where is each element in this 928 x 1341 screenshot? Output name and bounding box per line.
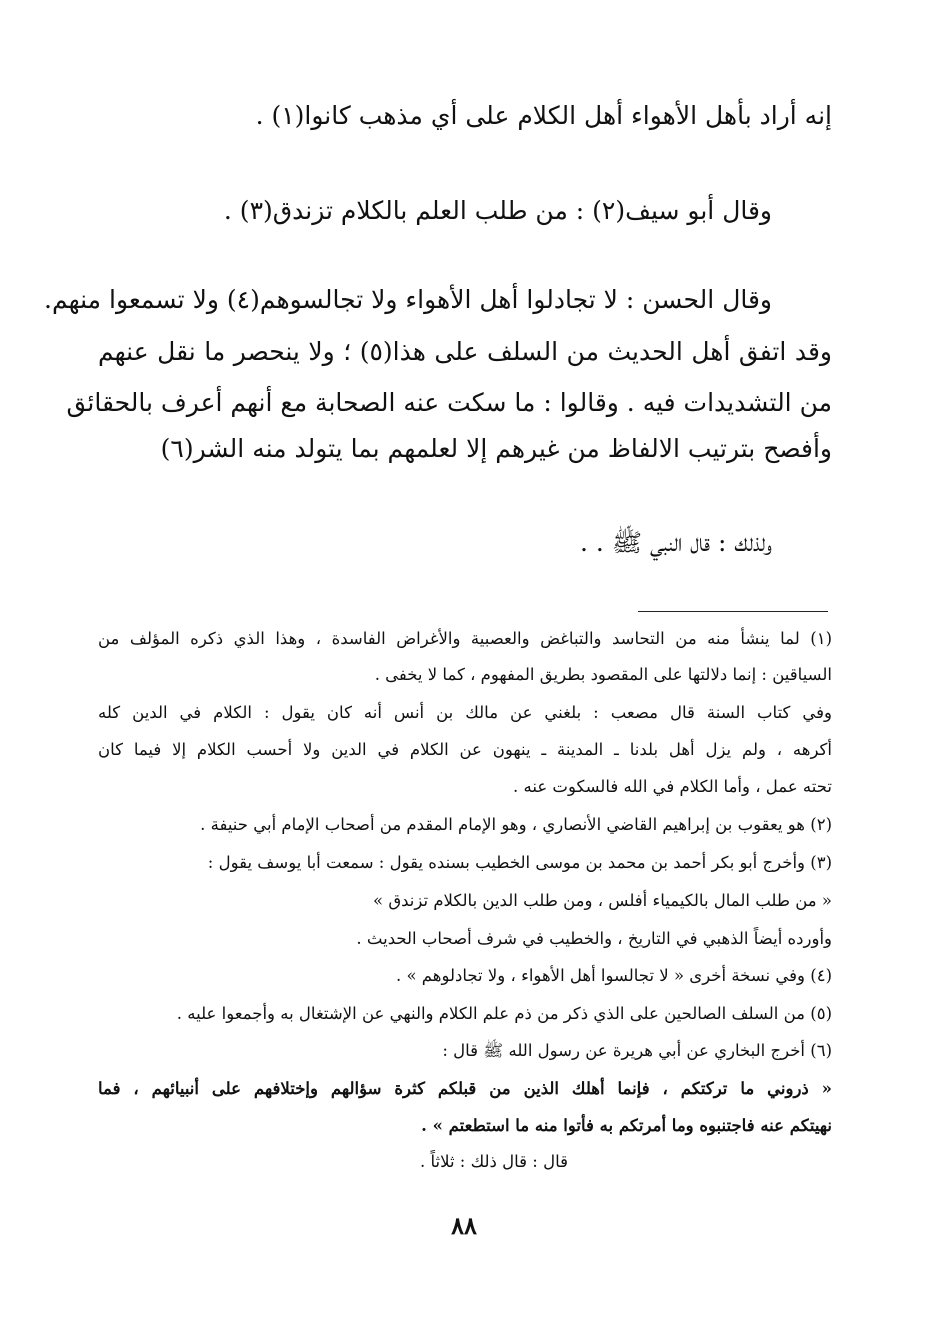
main-paragraph-3-line-2: وقد اتفق أهل الحديث من السلف على هذا(٥) ؛ ولا ينحصر ما نقل عنهم — [98, 337, 832, 366]
footnote-3-line-2: « من طلب المال بالكيمياء أفلس ، ومن طلب الدين بالكلام تزندق » — [373, 891, 832, 910]
main-paragraph-3-line-3: من التشديدات فيه . وقالوا : ما سكت عنه الصحابة مع أنهم أعرف بالحقائق — [66, 388, 832, 417]
footnote-6-line-1: (٦) أخرج البخاري عن أبي هريرة عن رسول الله ﷺ قال : — [442, 1041, 832, 1060]
footnote-3-line-3: وأورده أيضاً الذهبي في التاريخ ، والخطيب في شرف أصحاب الحديث . — [356, 929, 832, 948]
footnote-3-line-1: (٣) وأخرج أبو بكر أحمد بن محمد بن موسى الخطيب بسنده يقول : سمعت أبا يوسف يقول : — [207, 853, 832, 872]
main-paragraph-3-line-4: وأفصح بترتيب الالفاظ من غيرهم إلا لعلمهم بما يتولد منه الشر(٦) — [160, 434, 832, 463]
footnote-separator — [638, 611, 828, 612]
main-paragraph-2-line-1: وقال أبو سيف(٢) : من طلب العلم بالكلام تزندق(٣) . — [223, 196, 772, 225]
footnote-6-line-2: « ذروني ما تركتكم ، فإنما أهلك الذين من قبلكم كثرة سؤالهم وإختلافهم على أنبيائهم ، فما — [98, 1079, 832, 1098]
footnote-2-line-1: (٢) هو يعقوب بن إبراهيم القاضي الأنصاري ، وهو الإمام المقدم من أصحاب الإمام أبي حنيفة . — [200, 815, 832, 834]
main-paragraph-4-line-1: ولذلك : قال النبي ﷺ . . — [580, 528, 772, 557]
footnote-1-line-5: تحته عمل ، وأما الكلام في الله فالسكوت عنه . — [513, 777, 832, 796]
footnote-1-line-1: (١) لما ينشأ منه من التحاسد والتباغض والعصبية والأغراض الفاسدة ، وهذا الذي ذكره المؤلف من — [98, 629, 832, 648]
page-number: ٨٨ — [451, 1211, 477, 1240]
footnote-4-line-1: (٤) وفي نسخة أخرى « لا تجالسوا أهل الأهواء ، ولا تجادلوهم » . — [395, 966, 832, 985]
main-paragraph-1-line-1: إنه أراد بأهل الأهواء أهل الكلام على أي مذهب كانوا(١) . — [255, 101, 832, 130]
footnote-6-line-3: نهيتكم عنه فاجتنبوه وما أمرتكم به فأتوا منه ما استطعتم » . — [421, 1116, 832, 1135]
footnote-1-line-4: أكرهه ، ولم يزل أهل بلدنا ـ المدينة ـ ينهون عن الكلام في الدين ولا أحسب الكلام إلا فيما كان — [98, 740, 832, 759]
footnote-1-line-3: وفي كتاب السنة قال مصعب : بلغني عن مالك بن أنس أنه كان يقول : الكلام في الدين كله — [98, 703, 832, 722]
footnote-5-line-1: (٥) من السلف الصالحين على الذي ذكر من ذم علم الكلام والنهي عن الإشتغال به وأجمعوا عليه . — [176, 1004, 832, 1023]
main-paragraph-3-line-1: وقال الحسن : لا تجادلوا أهل الأهواء ولا تجالسوهم(٤) ولا تسمعوا منهم. — [44, 285, 772, 314]
footnote-1-line-2: السياقين : إنما دلالتها على المقصود بطريق المفهوم ، كما لا يخفى . — [374, 665, 832, 684]
footnote-6-line-4: قال : قال ذلك : ثلاثاً . — [420, 1152, 568, 1171]
